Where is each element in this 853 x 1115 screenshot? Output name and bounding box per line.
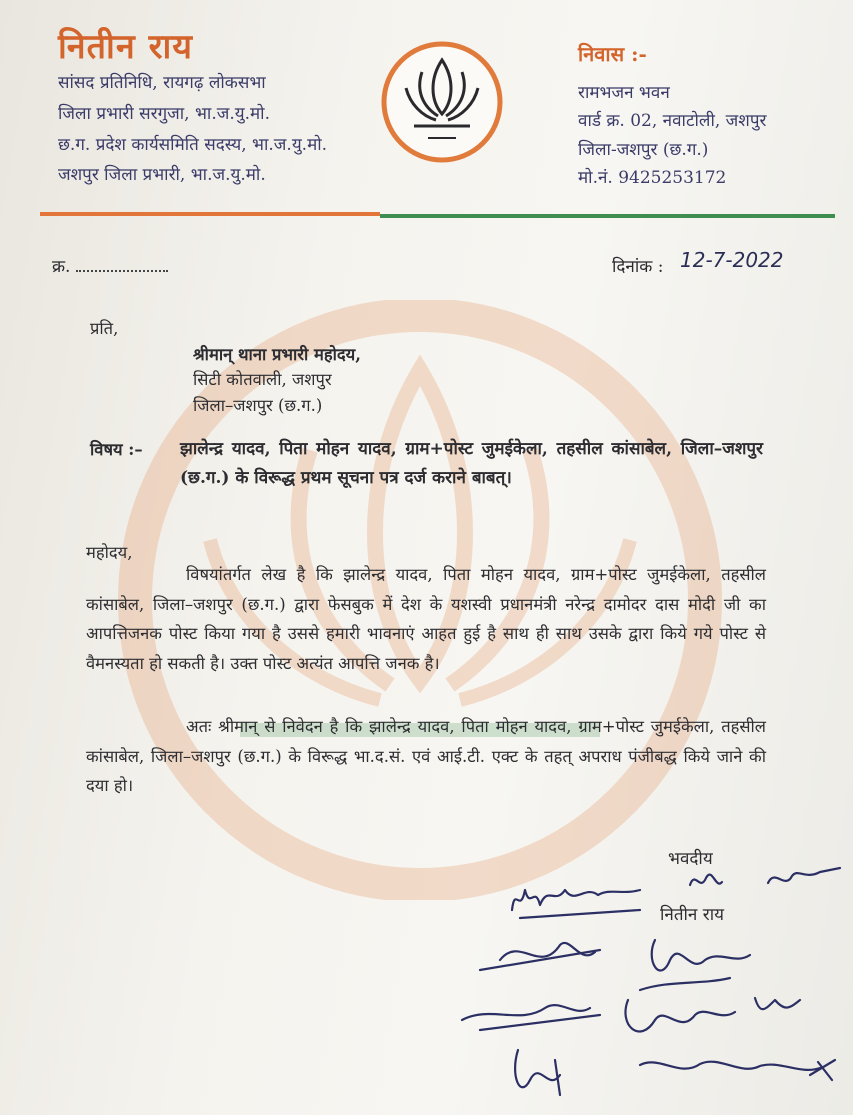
body-paragraph: अतः श्रीमान् से निवेदन है कि झालेन्द्र यादव, पिता मोहन यादव, ग्राम+पोस्ट जुमईकेला, तहसील कांसाबेल, जिला–जशपुर (छ.ग.) के विरूद्ध भा.द.सं. एवं आई.टी. एक्ट के तहत् अपराध पंजीबद्ध किये जाने की दया हो।	[86, 717, 766, 795]
addressee-line: जिला–जशपुर (छ.ग.)	[193, 396, 323, 415]
letterhead-name: नितीन राय	[58, 27, 194, 67]
reference-number: क्र.	[52, 254, 168, 277]
body-paragraph: विषयांतर्गत लेख है कि झालेन्द्र यादव, पिता मोहन यादव, ग्राम+पोस्ट जुमईकेला, तहसील कांसाबेल, जिला–जशपुर (छ.ग.) द्वारा फेसबुक में देश के यशस्वी प्रधानमंत्री नरेन्द्र दामोदर दास मोदी जी का आपत्तिजनक पोस्ट किया गया है उससे हमारी भावनाएं आहत हुई है साथ ही साथ उसके द्वारा किये गये पोस्ट से वैमनस्यता हो सकती है। उक्त पोस्ट अत्यंत आपत्ति जनक है।	[86, 565, 766, 673]
residence-phone: मो.नं. 9425253172	[578, 168, 727, 188]
designation-line: सांसद प्रतिनिधि, रायगढ़ लोकसभा	[58, 73, 266, 93]
subject-label: विषय :–	[90, 440, 143, 459]
designation-line: छ.ग. प्रदेश कार्यसमिति सदस्य, भा.ज.यु.मो.	[58, 135, 328, 155]
residence-title: निवास :-	[578, 42, 647, 66]
signatory-name: नितीन राय	[660, 905, 724, 925]
subject-text: झालेन्द्र यादव, पिता मोहन यादव, ग्राम+पोस्ट जुमईकेला, तहसील कांसाबेल, जिला–जशपुर (छ.ग.) के विरूद्ध प्रथम सूचना पत्र दर्ज कराने बाबत्।	[180, 439, 763, 488]
greeting: महोदय,	[86, 543, 133, 562]
residence-line: वार्ड क्र. 02, नवाटोली, जशपुर	[578, 111, 767, 131]
addressee-line: श्रीमान् थाना प्रभारी महोदय,	[193, 345, 361, 364]
date-value: 12-7-2022	[680, 248, 784, 272]
date-label: दिनांक :	[612, 257, 664, 277]
addressee-to: प्रति,	[90, 319, 119, 338]
designation-line: जशपुर जिला प्रभारी, भा.ज.यु.मो.	[58, 165, 266, 185]
residence-line: जिला-जशपुर (छ.ग.)	[578, 140, 709, 160]
residence-line: रामभजन भवन	[578, 83, 670, 103]
addressee-line: सिटी कोतवाली, जशपुर	[193, 370, 332, 389]
closing-label: भवदीय	[668, 849, 713, 869]
designation-line: जिला प्रभारी सरगुजा, भा.ज.यु.मो.	[58, 104, 270, 124]
